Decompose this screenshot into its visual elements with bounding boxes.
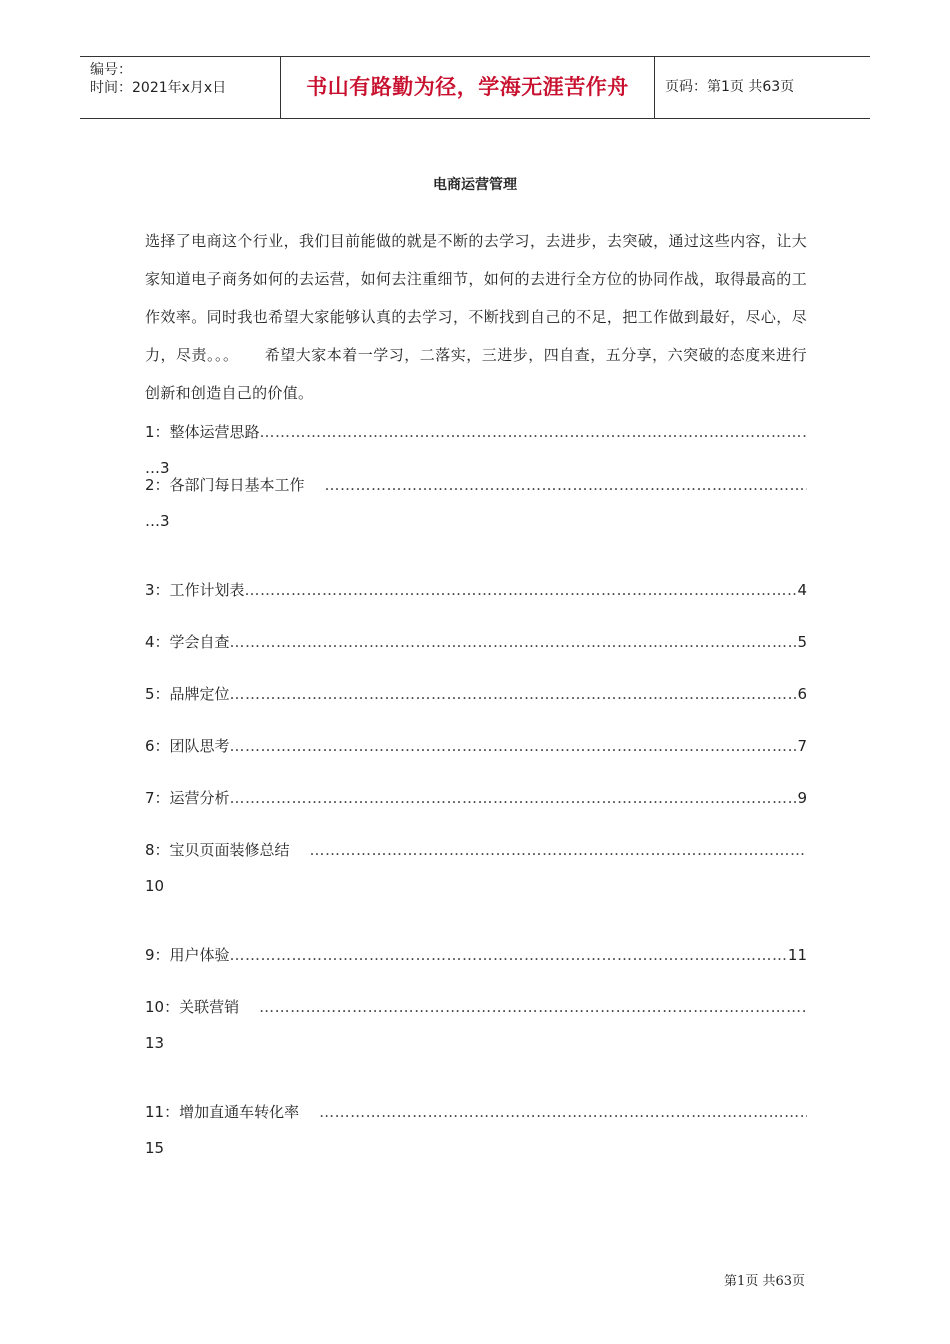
toc-item[interactable] [145, 467, 807, 572]
page-footer: 第1页 共63页 [724, 1274, 805, 1289]
toc-item[interactable] [145, 572, 807, 624]
toc-leader [310, 832, 807, 868]
intro-paragraph [145, 222, 807, 412]
toc-page: 6 [797, 685, 807, 703]
toc-item[interactable] [145, 989, 807, 1094]
toc-label: 9：用户体验 [145, 946, 230, 964]
toc-label: 7：运营分析 [145, 789, 230, 807]
toc-item[interactable] [145, 676, 807, 728]
toc-page: 13 [145, 1034, 165, 1052]
toc-item[interactable] [145, 624, 807, 676]
header-motto: 书山有路勤为径，学海无涯苦作舟 [281, 57, 655, 118]
toc-leader [230, 937, 788, 973]
toc-leader [230, 728, 798, 764]
page-header [80, 56, 870, 119]
toc-leader [259, 989, 807, 1025]
toc-page: 11 [787, 946, 807, 964]
toc-page: …3 [145, 512, 170, 530]
toc-page: 9 [797, 789, 807, 807]
toc-leader [230, 780, 798, 816]
toc-item[interactable] [145, 728, 807, 780]
toc-label: 10：关联营销 [145, 998, 240, 1016]
toc-leader [319, 1094, 807, 1130]
toc-page: 7 [797, 737, 807, 755]
date-label: 时间：2021年x月x日 [90, 80, 227, 96]
header-page-info: 页码：第1页 共63页 [665, 79, 795, 95]
toc-label: 8：宝贝页面装修总结 [145, 841, 290, 859]
toc-leader [325, 467, 807, 503]
toc-leader [245, 572, 798, 608]
toc-item[interactable] [145, 832, 807, 937]
toc-item[interactable] [145, 937, 807, 989]
number-label: 编号： [90, 62, 132, 78]
toc-page: …3 [145, 459, 170, 477]
toc-page: 10 [145, 877, 165, 895]
intro-text-1: 选择了电商这个行业，我们目前能做的就是不断的去学习，去进步，去突破，通过这些内容，让大家知道电子商务如何的去运营，如何去注重细节，如何的去进行全方位的协同作战，取得最高的工作效率。同时我也希望大家能够认真的去学习，不断找到自己的不足，把工作做到最好，尽心，尽力，尽责。。。 [145, 232, 807, 364]
toc-page: 15 [145, 1139, 165, 1157]
header-meta [80, 57, 281, 118]
toc-leader [230, 676, 798, 712]
table-of-contents [145, 414, 807, 1157]
toc-page: 4 [797, 581, 807, 599]
toc-label: 1：整体运营思路 [145, 423, 260, 441]
toc-label: 6：团队思考 [145, 737, 230, 755]
toc-item[interactable] [145, 780, 807, 832]
toc-page: 5 [797, 633, 807, 651]
toc-leader [230, 624, 798, 660]
toc-label: 11：增加直通车转化率 [145, 1103, 300, 1121]
toc-item[interactable] [145, 1094, 807, 1157]
toc-label: 2：各部门每日基本工作 [145, 476, 305, 494]
toc-label: 4：学会自查 [145, 633, 230, 651]
page-title: 电商运营管理 [433, 177, 517, 193]
toc-label: 5：品牌定位 [145, 685, 230, 703]
toc-label: 3：工作计划表 [145, 581, 245, 599]
intro-text-2: 希望大家本着一学习，二落实，三进步，四自查，五分享，六突破的态度来进行创新和创造自己的价值。 [145, 346, 807, 402]
toc-item[interactable] [145, 414, 807, 477]
toc-leader [260, 414, 807, 450]
